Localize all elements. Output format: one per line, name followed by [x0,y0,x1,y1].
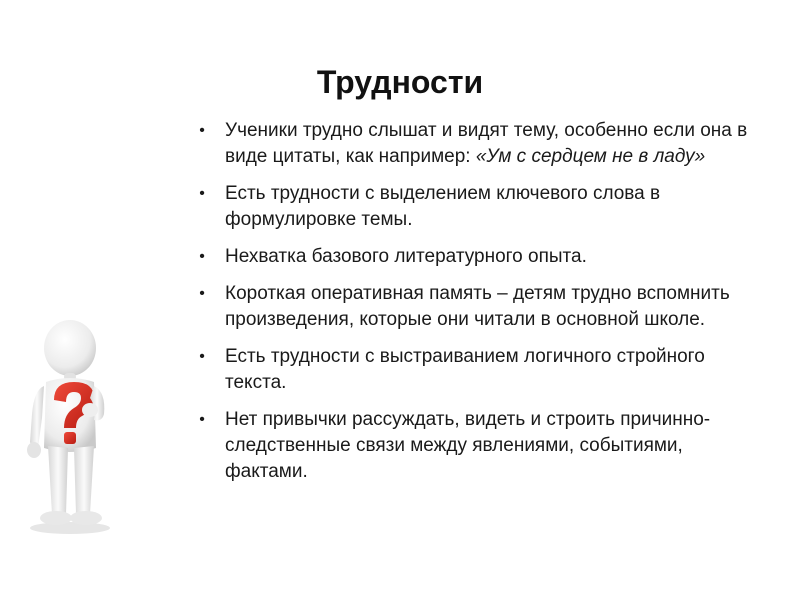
bullet-text: Есть трудности с выделением ключевого слова в формулировке темы. [225,183,661,230]
bullet-text: Нехватка базового литературного опыта. [225,246,587,267]
bullet-icon: • [199,248,205,265]
list-item [196,118,756,170]
person-with-question-mark-icon [18,318,128,538]
bullet-icon: • [199,348,205,365]
list-item [196,244,756,270]
bullet-text: Нет привычки рассуждать, видеть и строить причинно-следственные связи между явлениями, событиями, фактами. [225,409,711,482]
bullet-text: Ученики трудно слышат и видят тему, особенно если она в виде цитаты, как например: [225,120,748,167]
bullet-text: Короткая оперативная память – детям трудно вспомнить произведения, которые они читали в основной школе. [225,283,730,330]
list-item [196,407,756,485]
list-item [196,181,756,233]
bullet-icon: • [199,411,205,428]
bullet-icon: • [199,122,205,139]
bullet-icon: • [199,285,205,302]
list-item [196,344,756,396]
bullet-list [196,118,756,496]
list-item [196,281,756,333]
bullet-text: Есть трудности с выстраиванием логичного стройного текста. [225,346,705,393]
slide-title: Трудности [316,64,484,100]
bullet-quote: «Ум с сердцем не в ладу» [475,146,706,167]
bullet-icon: • [199,185,205,202]
